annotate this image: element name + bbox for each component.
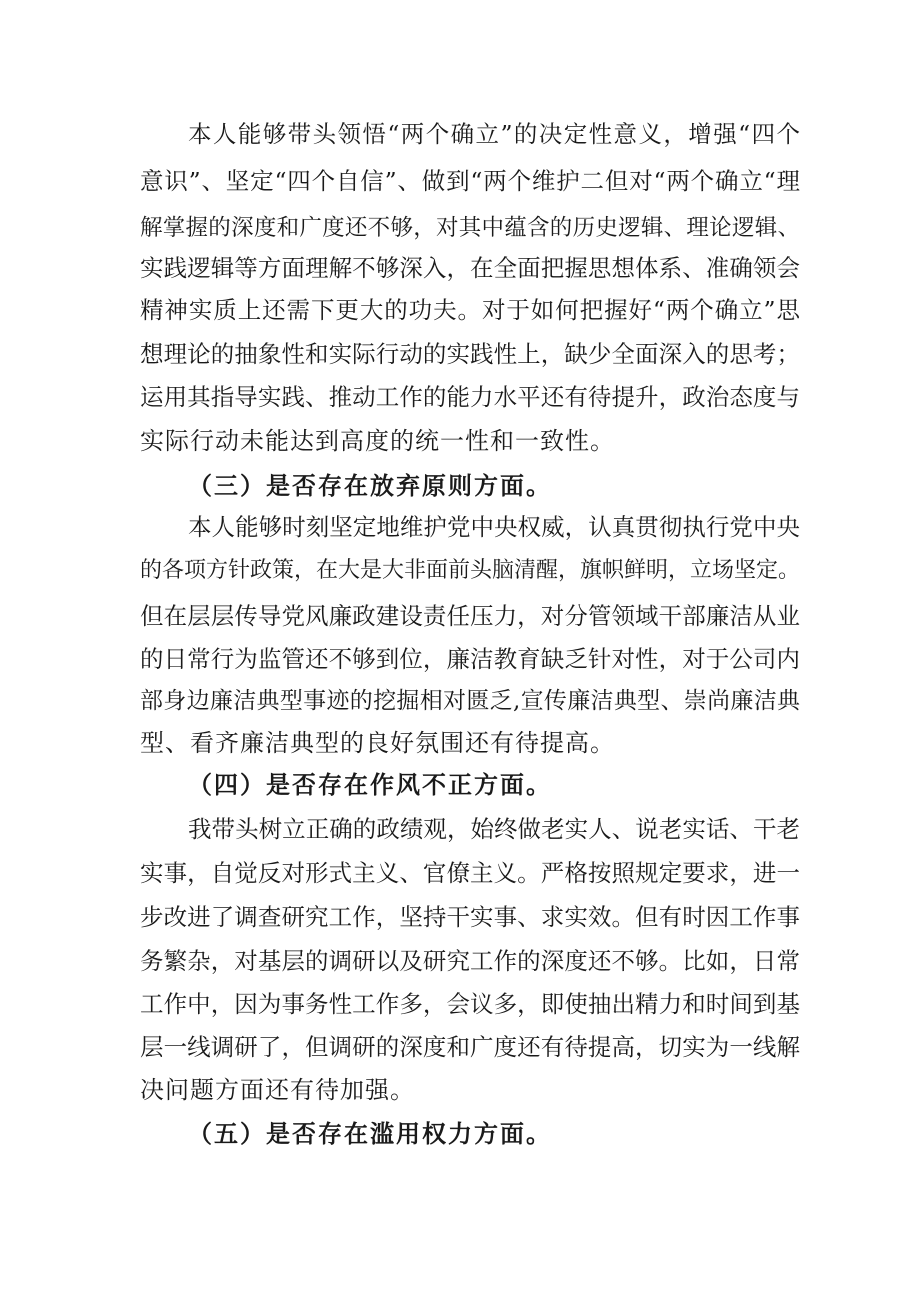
paragraph-line: 本人能够时刻坚定地维护党中央权威，认真贯彻执行党中央 [188,513,800,541]
paragraph-line: 意识”、坚定“四个自信”、做到“两个维护二但对“两个确立“理 [140,167,800,195]
paragraph-line: 务繁杂，对基层的调研以及研究工作的深度还不够。比如，日常 [140,947,800,975]
paragraph-line: 的日常行为监管还不够到位，廉洁教育缺乏针对性，对于公司内 [140,645,800,673]
paragraph-line: 运用其指导实践、推动工作的能力水平还有待提升，政治态度与 [140,383,800,411]
paragraph-line: 精神实质上还需下更大的功夫。对于如何把握好“两个确立”思 [140,296,800,324]
paragraph-line: 决问题方面还有待加强。 [140,1076,415,1104]
paragraph-line: 实际行动未能达到高度的统一性和一致性。 [140,427,615,455]
paragraph-line: 解掌握的深度和广度还不够，对其中蕴含的历史逻辑、理论逻辑、 [140,215,800,241]
section-heading-work-style: （四）是否存在作风不正方面。 [188,770,552,799]
paragraph-line: 工作中，因为事务性工作多，会议多，即使抽出精力和时间到基 [140,990,800,1018]
paragraph-line: 层一线调研了，但调研的深度和广度还有待提高，切实为一线解 [140,1033,800,1061]
paragraph-line: 实事，自觉反对形式主义、官僚主义。严格按照规定要求，进一 [140,859,800,887]
paragraph-line: 但在层层传导党风廉政建设责任压力，对分管领域干部廉洁从业 [140,602,800,630]
paragraph-line: 实践逻辑等方面理解不够深入，在全面把握思想体系、准确领会 [140,254,800,282]
paragraph-line: 我带头树立正确的政绩观，始终做老实人、说老实话、干老 [188,815,800,843]
paragraph-line: 本人能够带头领悟“两个确立”的决定性意义，增强“四个 [188,120,800,148]
paragraph-line: 想理论的抽象性和实际行动的实践性上，缺少全面深入的思考； [140,340,800,368]
section-heading-abandon-principles: （三）是否存在放弃原则方面。 [188,471,552,500]
section-heading-abuse-of-power: （五）是否存在滥用权力方面。 [188,1119,552,1148]
paragraph-line: 部身边廉洁典型事迹的挖掘相对匮乏,宣传廉洁典型、崇尚廉洁典 [140,688,800,714]
paragraph-line: 型、看齐廉洁典型的良好氛围还有待提高。 [140,729,615,757]
paragraph-line: 的各项方针政策，在大是大非面前头脑清醒，旗帜鲜明，立场坚定。 [140,558,801,583]
paragraph-line: 步改进了调查研究工作，坚持干实事、求实效。但有时因工作事 [140,903,800,931]
